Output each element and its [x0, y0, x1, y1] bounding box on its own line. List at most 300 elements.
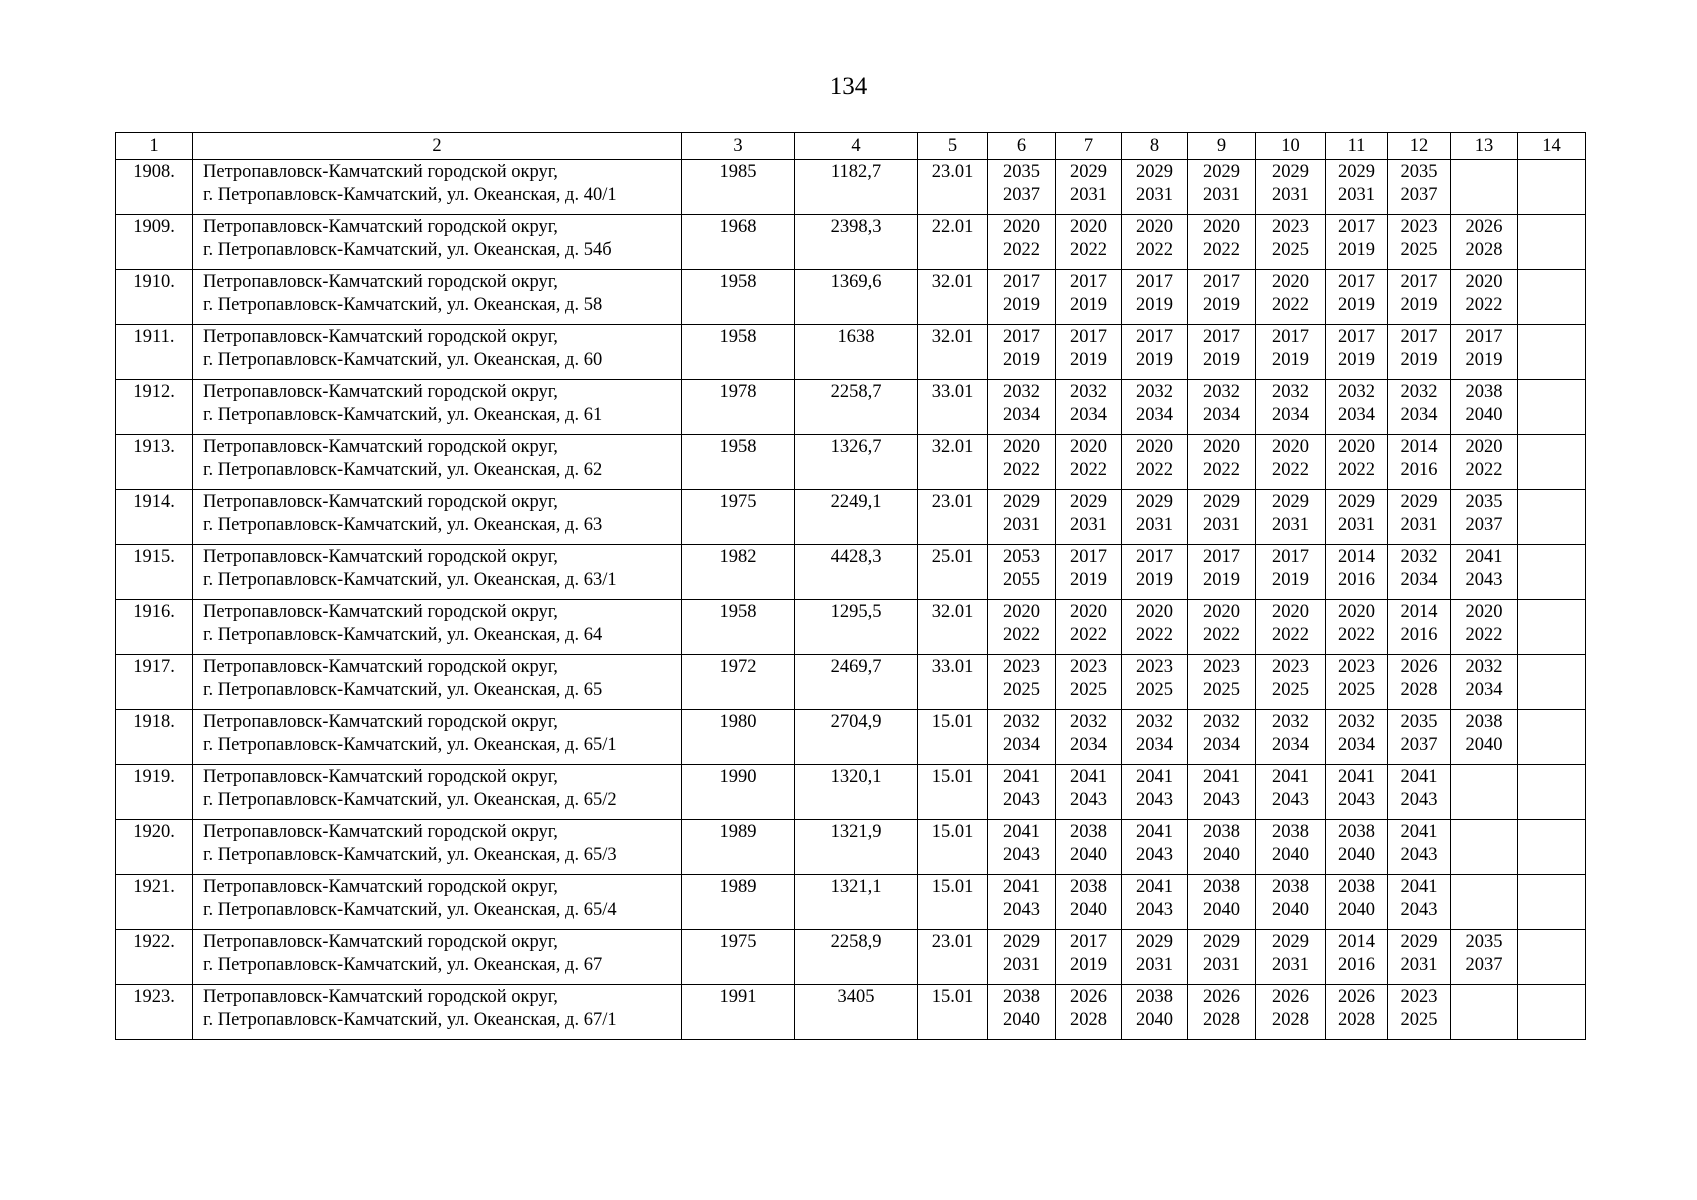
period-cell-line: 2019 [1136, 350, 1173, 370]
address-cell [193, 160, 682, 215]
period-cell-line: 2031 [1136, 515, 1173, 535]
row-number-cell [116, 710, 193, 765]
period-cell-line: 2028 [1465, 240, 1503, 260]
address-cell-line: г. Петропавловск-Камчатский, ул. Океанская, д. 61 [203, 405, 603, 425]
period-cell-line: 2041 [1136, 767, 1173, 787]
period-cell-line: 2022 [1136, 625, 1173, 645]
period-cell [1326, 655, 1388, 710]
period-cell [988, 875, 1056, 930]
period-cell [1518, 270, 1586, 325]
period-cell [1056, 380, 1122, 435]
period-cell-line: 2019 [1136, 570, 1173, 590]
period-cell [1326, 160, 1388, 215]
period-cell-line: 2043 [1003, 790, 1040, 810]
period-cell-line: 2043 [1003, 845, 1040, 865]
period-cell [1518, 160, 1586, 215]
row-number-cell-line: 1922. [133, 932, 175, 952]
period-cell-line: 2034 [1400, 405, 1438, 425]
period-cell-line: 2023 [1003, 657, 1040, 677]
period-cell-line: 2022 [1338, 460, 1375, 480]
period-cell-line: 2016 [1400, 625, 1438, 645]
period-cell-line: 2041 [1003, 822, 1040, 842]
address-cell-line: Петропавловск-Камчатский городской округ, [203, 327, 558, 347]
period-cell [1326, 820, 1388, 875]
period-cell-line: 2029 [1203, 162, 1240, 182]
period-cell-line: 2035 [1003, 162, 1040, 182]
period-cell [1122, 435, 1188, 490]
year-cell [682, 655, 795, 710]
period-cell-line: 2019 [1203, 350, 1240, 370]
period-cell [1451, 985, 1518, 1040]
period-cell [1122, 325, 1188, 380]
area-cell-line: 2258,7 [830, 382, 882, 402]
period-cell-line: 2031 [1272, 955, 1309, 975]
period-cell [1188, 545, 1256, 600]
row-number-cell [116, 820, 193, 875]
table-row [116, 380, 1586, 435]
period-cell-line: 2032 [1203, 712, 1240, 732]
period-cell-line: 2019 [1338, 240, 1375, 260]
code-cell [918, 985, 988, 1040]
period-cell-line: 2017 [1136, 547, 1173, 567]
register-table [115, 132, 1586, 1040]
period-cell [1326, 215, 1388, 270]
address-cell [193, 380, 682, 435]
row-number-cell-line: 1912. [133, 382, 175, 402]
period-cell [1451, 270, 1518, 325]
table-row [116, 160, 1586, 215]
period-cell [1388, 545, 1451, 600]
row-number-cell [116, 765, 193, 820]
address-cell-line: Петропавловск-Камчатский городской округ, [203, 932, 558, 952]
period-cell-line: 2035 [1465, 932, 1503, 952]
period-cell-line: 2034 [1203, 405, 1240, 425]
period-cell-line: 2019 [1136, 295, 1173, 315]
period-cell [1518, 545, 1586, 600]
period-cell-line: 2040 [1136, 1010, 1173, 1030]
area-cell-line: 2704,9 [830, 712, 882, 732]
period-cell-line: 2034 [1203, 735, 1240, 755]
period-cell-line: 2020 [1203, 437, 1240, 457]
area-cell-line: 1326,7 [830, 437, 882, 457]
period-cell-line: 2020 [1136, 602, 1173, 622]
period-cell [1451, 160, 1518, 215]
period-cell-line: 2029 [1338, 162, 1375, 182]
area-cell-line: 1295,5 [830, 602, 882, 622]
period-cell-line: 2017 [1465, 327, 1503, 347]
period-cell-line: 2043 [1400, 900, 1438, 920]
column-header-9: 9 [1188, 133, 1256, 160]
period-cell-line: 2014 [1400, 602, 1438, 622]
address-cell [193, 490, 682, 545]
year-cell [682, 875, 795, 930]
period-cell-line: 2043 [1203, 790, 1240, 810]
area-cell-line: 1320,1 [830, 767, 882, 787]
code-cell-line: 15.01 [931, 767, 974, 787]
period-cell-line: 2019 [1400, 295, 1438, 315]
code-cell [918, 160, 988, 215]
period-cell [1451, 600, 1518, 655]
area-cell [795, 545, 918, 600]
address-cell-line: Петропавловск-Камчатский городской округ, [203, 217, 558, 237]
period-cell-line: 2029 [1136, 932, 1173, 952]
period-cell [1188, 435, 1256, 490]
period-cell-line: 2025 [1136, 680, 1173, 700]
period-cell-line: 2025 [1272, 240, 1309, 260]
period-cell-line: 2029 [1136, 162, 1173, 182]
area-cell [795, 270, 918, 325]
period-cell [1326, 600, 1388, 655]
period-cell [1326, 270, 1388, 325]
area-cell [795, 765, 918, 820]
period-cell-line: 2029 [1400, 932, 1438, 952]
period-cell-line: 2034 [1400, 570, 1438, 590]
period-cell-line: 2043 [1136, 845, 1173, 865]
period-cell-line: 2032 [1272, 712, 1309, 732]
period-cell [1056, 270, 1122, 325]
address-cell [193, 710, 682, 765]
period-cell-line: 2022 [1136, 240, 1173, 260]
period-cell [1188, 930, 1256, 985]
period-cell-line: 2025 [1003, 680, 1040, 700]
period-cell-line: 2020 [1070, 217, 1107, 237]
period-cell-line: 2043 [1400, 845, 1438, 865]
period-cell [988, 270, 1056, 325]
table-row [116, 215, 1586, 270]
period-cell [1326, 985, 1388, 1040]
period-cell-line: 2032 [1070, 382, 1107, 402]
row-number-cell-line: 1918. [133, 712, 175, 732]
period-cell-line: 2019 [1070, 955, 1107, 975]
period-cell-line: 2029 [1272, 932, 1309, 952]
address-cell [193, 765, 682, 820]
row-number-cell [116, 490, 193, 545]
period-cell [1388, 215, 1451, 270]
period-cell-line: 2019 [1400, 350, 1438, 370]
period-cell-line: 2023 [1203, 657, 1240, 677]
table-row [116, 655, 1586, 710]
period-cell-line: 2032 [1203, 382, 1240, 402]
row-number-cell [116, 655, 193, 710]
period-cell-line: 2019 [1272, 350, 1309, 370]
period-cell [1326, 325, 1388, 380]
period-cell [1256, 160, 1326, 215]
column-header-4: 4 [795, 133, 918, 160]
period-cell-line: 2040 [1003, 1010, 1040, 1030]
code-cell [918, 215, 988, 270]
period-cell [1388, 875, 1451, 930]
period-cell-line: 2028 [1338, 1010, 1375, 1030]
period-cell-line: 2020 [1203, 602, 1240, 622]
period-cell-line: 2040 [1338, 845, 1375, 865]
period-cell [1326, 380, 1388, 435]
address-cell [193, 435, 682, 490]
period-cell-line: 2026 [1070, 987, 1107, 1007]
address-cell-line: Петропавловск-Камчатский городской округ, [203, 382, 558, 402]
period-cell-line: 2032 [1338, 712, 1375, 732]
address-cell-line: г. Петропавловск-Камчатский, ул. Океанская, д. 67 [203, 955, 603, 975]
period-cell-line: 2038 [1338, 877, 1375, 897]
row-number-cell-line: 1911. [133, 327, 175, 347]
column-header-12: 12 [1388, 133, 1451, 160]
row-number-cell [116, 545, 193, 600]
code-cell [918, 710, 988, 765]
address-cell [193, 545, 682, 600]
address-cell-line: г. Петропавловск-Камчатский, ул. Океанская, д. 64 [203, 625, 603, 645]
period-cell [1388, 765, 1451, 820]
period-cell-line: 2028 [1400, 680, 1438, 700]
period-cell [1188, 325, 1256, 380]
table-row [116, 545, 1586, 600]
code-cell [918, 930, 988, 985]
area-cell [795, 600, 918, 655]
period-cell-line: 2032 [1338, 382, 1375, 402]
table-row [116, 765, 1586, 820]
year-cell [682, 215, 795, 270]
area-cell-line: 2469,7 [830, 657, 882, 677]
row-number-cell-line: 1914. [133, 492, 175, 512]
period-cell-line: 2020 [1070, 437, 1107, 457]
period-cell-line: 2023 [1136, 657, 1173, 677]
period-cell [1451, 545, 1518, 600]
period-cell [1256, 820, 1326, 875]
period-cell-line: 2041 [1136, 877, 1173, 897]
row-number-cell-line: 1917. [133, 657, 175, 677]
address-cell [193, 930, 682, 985]
column-header-13: 13 [1451, 133, 1518, 160]
period-cell-line: 2019 [1338, 295, 1375, 315]
address-cell-line: г. Петропавловск-Камчатский, ул. Океанская, д. 63 [203, 515, 603, 535]
period-cell-line: 2031 [1070, 185, 1107, 205]
period-cell-line: 2017 [1136, 272, 1173, 292]
period-cell-line: 2032 [1003, 712, 1040, 732]
column-header-6: 6 [988, 133, 1056, 160]
period-cell-line: 2029 [1272, 492, 1309, 512]
period-cell [1188, 765, 1256, 820]
period-cell-line: 2025 [1203, 680, 1240, 700]
period-cell [1326, 710, 1388, 765]
period-cell-line: 2043 [1070, 790, 1107, 810]
period-cell-line: 2038 [1338, 822, 1375, 842]
period-cell-line: 2019 [1070, 295, 1107, 315]
column-header-11: 11 [1326, 133, 1388, 160]
period-cell [1256, 600, 1326, 655]
period-cell [988, 710, 1056, 765]
period-cell-line: 2031 [1338, 185, 1375, 205]
code-cell [918, 655, 988, 710]
area-cell-line: 1321,9 [830, 822, 882, 842]
period-cell-line: 2040 [1070, 900, 1107, 920]
year-cell-line: 1968 [719, 217, 757, 237]
year-cell [682, 985, 795, 1040]
table-row [116, 930, 1586, 985]
period-cell [1056, 215, 1122, 270]
period-cell [1122, 270, 1188, 325]
period-cell-line: 2031 [1272, 515, 1309, 535]
period-cell-line: 2019 [1070, 350, 1107, 370]
column-header-10: 10 [1256, 133, 1326, 160]
period-cell-line: 2026 [1203, 987, 1240, 1007]
period-cell-line: 2029 [1136, 492, 1173, 512]
row-number-cell-line: 1908. [133, 162, 175, 182]
period-cell-line: 2017 [1070, 272, 1107, 292]
period-cell-line: 2034 [1003, 735, 1040, 755]
code-cell-line: 15.01 [931, 987, 974, 1007]
period-cell-line: 2020 [1272, 602, 1309, 622]
period-cell [1256, 655, 1326, 710]
period-cell-line: 2020 [1136, 437, 1173, 457]
row-number-cell-line: 1923. [133, 987, 175, 1007]
address-cell-line: Петропавловск-Камчатский городской округ, [203, 602, 558, 622]
period-cell [1056, 490, 1122, 545]
year-cell-line: 1975 [719, 492, 757, 512]
code-cell-line: 15.01 [931, 712, 974, 732]
period-cell-line: 2032 [1272, 382, 1309, 402]
period-cell-line: 2022 [1465, 295, 1503, 315]
area-cell [795, 985, 918, 1040]
address-cell [193, 985, 682, 1040]
period-cell [1388, 435, 1451, 490]
period-cell-line: 2026 [1272, 987, 1309, 1007]
period-cell [988, 380, 1056, 435]
period-cell [1388, 710, 1451, 765]
period-cell-line: 2029 [1203, 932, 1240, 952]
period-cell-line: 2034 [1070, 735, 1107, 755]
period-cell [1256, 325, 1326, 380]
address-cell-line: Петропавловск-Камчатский городской округ, [203, 657, 558, 677]
period-cell-line: 2043 [1136, 900, 1173, 920]
address-cell-line: г. Петропавловск-Камчатский, ул. Океанская, д. 62 [203, 460, 603, 480]
row-number-cell [116, 325, 193, 380]
period-cell-line: 2017 [1003, 272, 1040, 292]
period-cell-line: 2020 [1465, 602, 1503, 622]
row-number-cell-line: 1909. [133, 217, 175, 237]
period-cell [1056, 710, 1122, 765]
period-cell-line: 2038 [1203, 877, 1240, 897]
area-cell-line: 1638 [837, 327, 875, 347]
period-cell [1256, 490, 1326, 545]
address-cell [193, 270, 682, 325]
period-cell-line: 2031 [1136, 955, 1173, 975]
period-cell-line: 2020 [1136, 217, 1173, 237]
period-cell-line: 2034 [1136, 735, 1173, 755]
period-cell [1188, 380, 1256, 435]
column-header-2: 2 [193, 133, 682, 160]
address-cell-line: г. Петропавловск-Камчатский, ул. Океанская, д. 63/1 [203, 570, 617, 590]
period-cell [1122, 765, 1188, 820]
period-cell [1188, 985, 1256, 1040]
period-cell [1451, 710, 1518, 765]
period-cell-line: 2022 [1003, 625, 1040, 645]
period-cell-line: 2026 [1465, 217, 1503, 237]
period-cell [1518, 490, 1586, 545]
period-cell-line: 2020 [1465, 272, 1503, 292]
code-cell-line: 33.01 [931, 382, 974, 402]
period-cell [1326, 545, 1388, 600]
period-cell [1518, 325, 1586, 380]
period-cell-line: 2026 [1400, 657, 1438, 677]
period-cell [1518, 435, 1586, 490]
period-cell-line: 2022 [1203, 460, 1240, 480]
period-cell-line: 2029 [1338, 492, 1375, 512]
row-number-cell-line: 1921. [133, 877, 175, 897]
period-cell-line: 2031 [1338, 515, 1375, 535]
row-number-cell [116, 985, 193, 1040]
period-cell-line: 2034 [1272, 735, 1309, 755]
period-cell-line: 2040 [1203, 900, 1240, 920]
address-cell-line: г. Петропавловск-Камчатский, ул. Океанская, д. 65/2 [203, 790, 617, 810]
period-cell-line: 2019 [1070, 570, 1107, 590]
year-cell-line: 1990 [719, 767, 757, 787]
table-body [116, 160, 1586, 1040]
period-cell [988, 160, 1056, 215]
period-cell-line: 2031 [1203, 955, 1240, 975]
period-cell-line: 2017 [1272, 547, 1309, 567]
period-cell-line: 2034 [1465, 680, 1503, 700]
period-cell [1451, 215, 1518, 270]
period-cell-line: 2041 [1400, 767, 1438, 787]
period-cell-line: 2032 [1400, 382, 1438, 402]
period-cell [1451, 490, 1518, 545]
year-cell-line: 1980 [719, 712, 757, 732]
period-cell-line: 2028 [1070, 1010, 1107, 1030]
period-cell [1518, 820, 1586, 875]
area-cell-line: 2398,3 [830, 217, 882, 237]
period-cell-line: 2017 [1203, 547, 1240, 567]
period-cell [1188, 600, 1256, 655]
period-cell [1388, 600, 1451, 655]
period-cell-line: 2035 [1465, 492, 1503, 512]
period-cell-line: 2020 [1272, 437, 1309, 457]
period-cell-line: 2043 [1136, 790, 1173, 810]
period-cell [1122, 545, 1188, 600]
period-cell-line: 2053 [1003, 547, 1040, 567]
period-cell [1056, 655, 1122, 710]
period-cell [1122, 490, 1188, 545]
area-cell-line: 4428,3 [830, 547, 882, 567]
year-cell [682, 930, 795, 985]
year-cell [682, 600, 795, 655]
period-cell-line: 2055 [1003, 570, 1040, 590]
period-cell-line: 2032 [1400, 547, 1438, 567]
address-cell-line: г. Петропавловск-Камчатский, ул. Океанская, д. 65 [203, 680, 603, 700]
period-cell [988, 765, 1056, 820]
code-cell-line: 25.01 [931, 547, 974, 567]
column-header-3: 3 [682, 133, 795, 160]
period-cell-line: 2017 [1003, 327, 1040, 347]
column-header-1: 1 [116, 133, 193, 160]
period-cell-line: 2043 [1400, 790, 1438, 810]
code-cell [918, 490, 988, 545]
address-cell-line: г. Петропавловск-Камчатский, ул. Океанская, д. 60 [203, 350, 603, 370]
period-cell-line: 2043 [1338, 790, 1375, 810]
year-cell-line: 1989 [719, 877, 757, 897]
code-cell [918, 270, 988, 325]
period-cell [1188, 160, 1256, 215]
period-cell-line: 2032 [1070, 712, 1107, 732]
year-cell [682, 380, 795, 435]
period-cell-line: 2043 [1272, 790, 1309, 810]
period-cell-line: 2022 [1003, 460, 1040, 480]
address-cell-line: г. Петропавловск-Камчатский, ул. Океанская, д. 65/3 [203, 845, 617, 865]
period-cell-line: 2041 [1400, 877, 1438, 897]
period-cell [1056, 875, 1122, 930]
year-cell [682, 765, 795, 820]
period-cell-line: 2031 [1400, 515, 1438, 535]
period-cell [1188, 655, 1256, 710]
period-cell-line: 2041 [1136, 822, 1173, 842]
period-cell-line: 2040 [1465, 405, 1503, 425]
